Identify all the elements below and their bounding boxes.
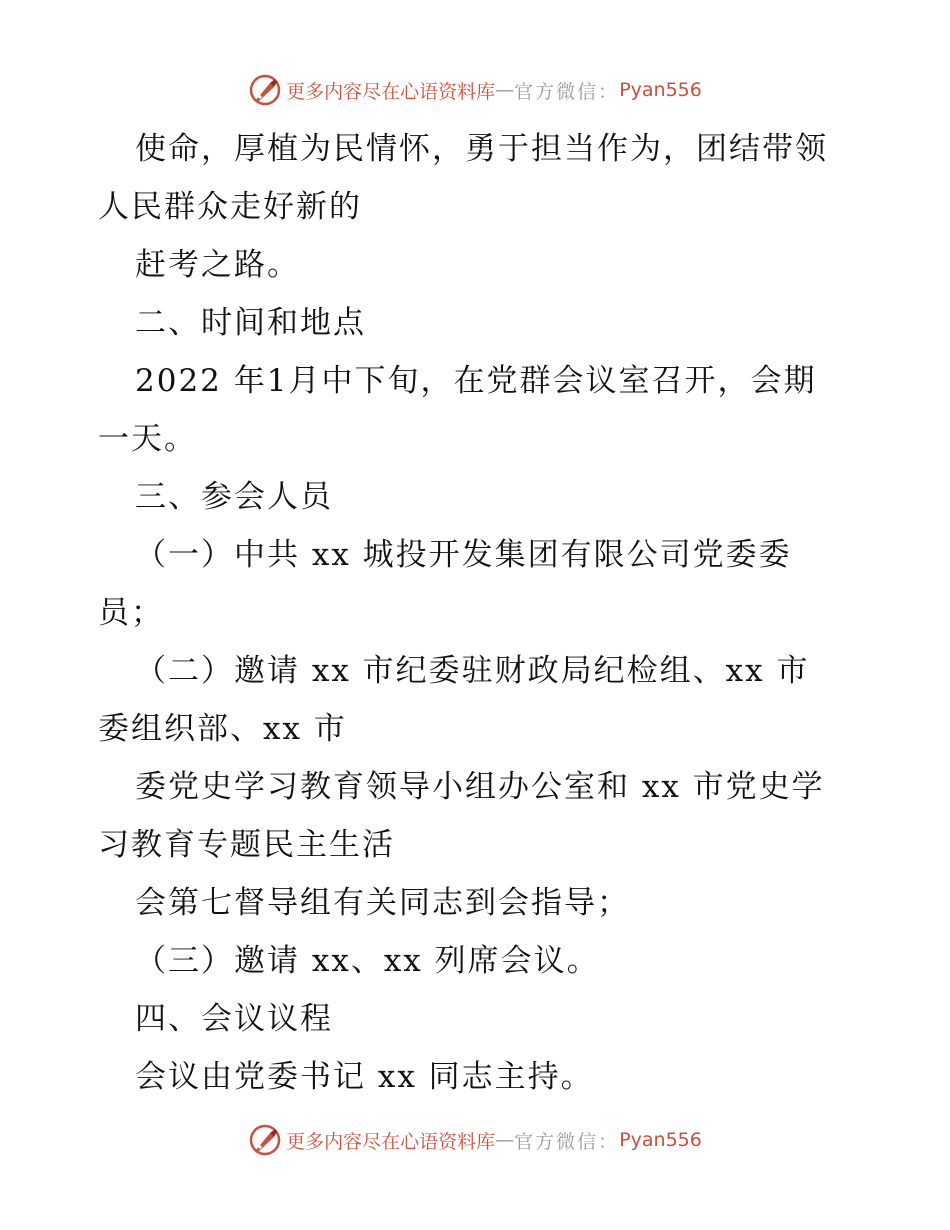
text-line: 委组织部、xx 市: [98, 711, 347, 747]
banner-text: 更多内容尽在心语资料库: [286, 1130, 496, 1153]
section-heading: 二、时间和地点: [135, 305, 366, 341]
text-line: （二）邀请 xx 市纪委驻财政局纪检组、xx 市: [135, 653, 810, 689]
pen-nib-logo-icon: [248, 1123, 282, 1157]
banner-wechat-label: 官方微信：: [514, 1130, 620, 1153]
text-line: 一天。: [98, 421, 197, 457]
section-heading: 三、参会人员: [135, 479, 333, 515]
section-heading: 四、会议议程: [135, 1001, 333, 1037]
text-line: 会议由党委书记 xx 同志主持。: [135, 1059, 594, 1095]
text-line: （一）中共 xx 城投开发集团有限公司党委委: [135, 537, 792, 573]
pen-nib-logo-icon: [248, 73, 282, 107]
text-line: 习教育专题民主生活: [98, 827, 395, 863]
banner-wechat-id: Pyan556: [619, 1129, 702, 1151]
text-line: 赶考之路。: [135, 247, 300, 283]
text-line: 人民群众走好新的: [98, 189, 362, 225]
banner-separator: —: [495, 79, 515, 101]
header-banner: [0, 70, 950, 110]
banner-separator: —: [495, 1129, 515, 1151]
text-line: 使命，厚植为民情怀，勇于担当作为，团结带领: [135, 131, 828, 167]
text-line: 员；: [98, 595, 164, 631]
text-line: 2022 年1月中下旬，在党群会议室召开，会期: [135, 363, 817, 399]
footer-banner: [0, 1120, 950, 1160]
text-line: 委党史学习教育领导小组办公室和 xx 市党史学: [135, 769, 825, 805]
text-line: 会第七督导组有关同志到会指导；: [135, 885, 630, 921]
text-line: （三）邀请 xx、xx 列席会议。: [135, 943, 600, 979]
banner-text: 更多内容尽在心语资料库: [286, 80, 496, 103]
banner-wechat-id: Pyan556: [619, 79, 702, 101]
banner-wechat-label: 官方微信：: [514, 80, 620, 103]
